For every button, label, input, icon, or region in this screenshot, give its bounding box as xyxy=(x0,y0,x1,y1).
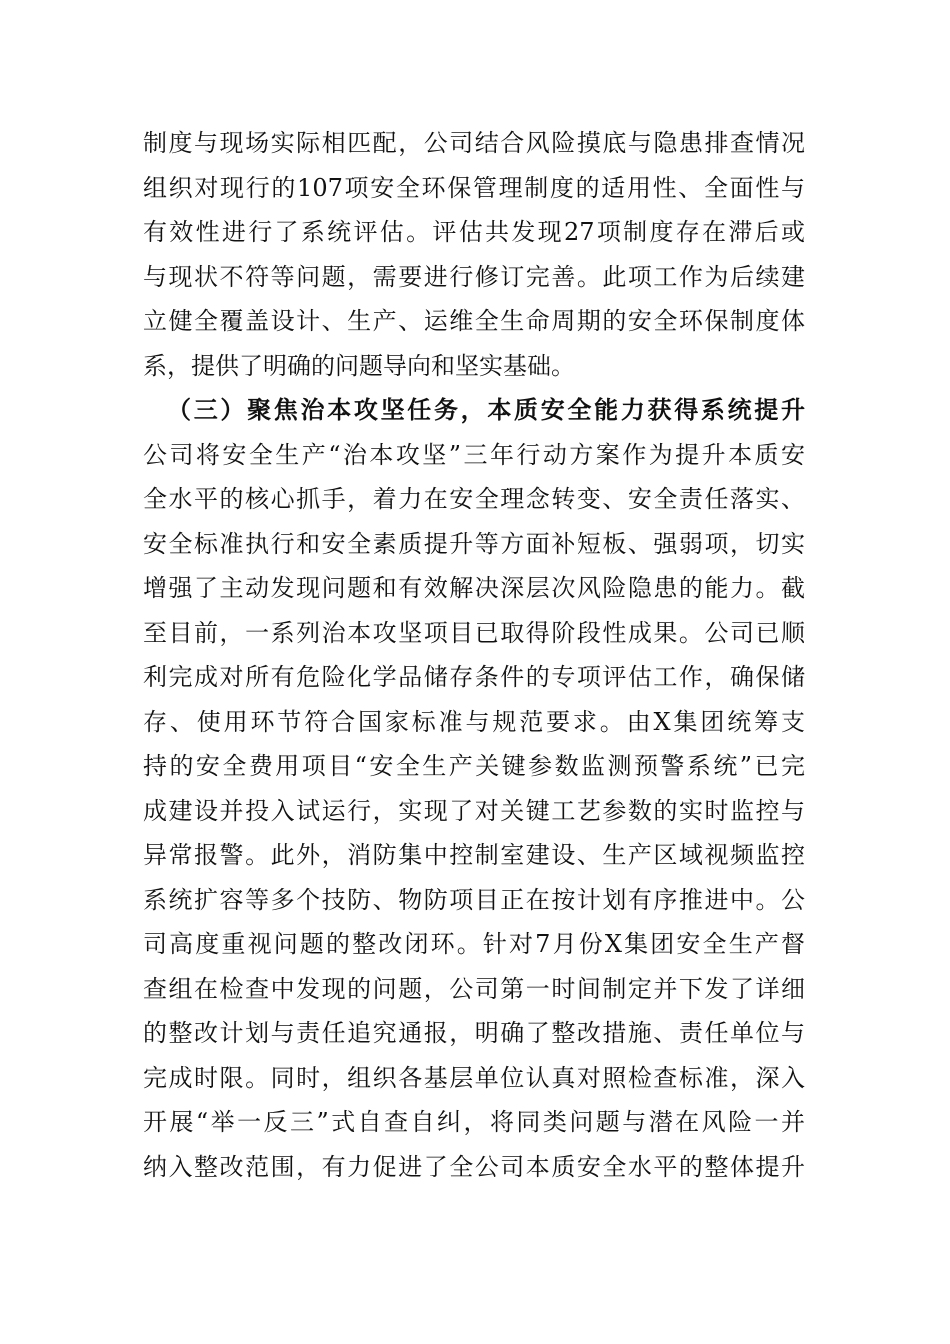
section-heading: （三）聚焦治本攻坚任务，本质安全能力获得系统提升 xyxy=(167,395,805,424)
text-line: 查组在检查中发现的问题，公司第一时间制定并下发了详细 xyxy=(143,974,805,1003)
text-line: 司高度重视问题的整改闭环。针对7月份X集团安全生产督 xyxy=(143,930,805,958)
text-line: 纳入整改范围，有力促进了全公司本质安全水平的整体提升 xyxy=(143,1152,805,1181)
text-line: 成建设并投入试运行，实现了对关键工艺参数的实时监控与 xyxy=(143,796,805,825)
text-line: 全水平的核心抓手，着力在安全理念转变、安全责任落实、 xyxy=(143,485,805,513)
text-line: 组织对现行的107项安全环保管理制度的适用性、全面性与 xyxy=(143,173,805,202)
text-line: 异常报警。此外，消防集中控制室建设、生产区域视频监控 xyxy=(143,841,805,869)
text-line: 的整改计划与责任追究通报，明确了整改措施、责任单位与 xyxy=(143,1019,805,1047)
text-line: 至目前，一系列治本攻坚项目已取得阶段性成果。公司已顺 xyxy=(143,618,805,647)
text-line: 持的安全费用项目“安全生产关键参数监测预警系统”已完 xyxy=(143,752,805,780)
text-line: 与现状不符等问题，需要进行修订完善。此项工作为后续建 xyxy=(143,262,805,291)
text-line: 存、使用环节符合国家标准与规范要求。由X集团统筹支 xyxy=(143,707,805,736)
text-line: 完成时限。同时，组织各基层单位认真对照检查标准，深入 xyxy=(143,1063,805,1092)
text-line: 制度与现场实际相匹配，公司结合风险摸底与隐患排查情况 xyxy=(143,129,805,157)
text-line: 安全标准执行和安全素质提升等方面补短板、强弱项，切实 xyxy=(143,529,805,558)
text-line: 增强了主动发现问题和有效解决深层次风险隐患的能力。截 xyxy=(143,574,805,602)
text-line: 系统扩容等多个技防、物防项目正在按计划有序推进中。公 xyxy=(143,885,805,914)
text-line: 公司将安全生产“治本攻坚”三年行动方案作为提升本质安 xyxy=(143,440,805,469)
text-line: 立健全覆盖设计、生产、运维全生命周期的安全环保制度体 xyxy=(143,307,805,335)
text-line: 利完成对所有危险化学品储存条件的专项评估工作，确保储 xyxy=(143,663,805,691)
text-line: 开展“举一反三”式自查自纠，将同类问题与潜在风险一并 xyxy=(143,1108,805,1136)
text-line: 系，提供了明确的问题导向和坚实基础。 xyxy=(143,351,575,380)
text-line: 有效性进行了系统评估。评估共发现27项制度存在滞后或 xyxy=(143,218,805,246)
